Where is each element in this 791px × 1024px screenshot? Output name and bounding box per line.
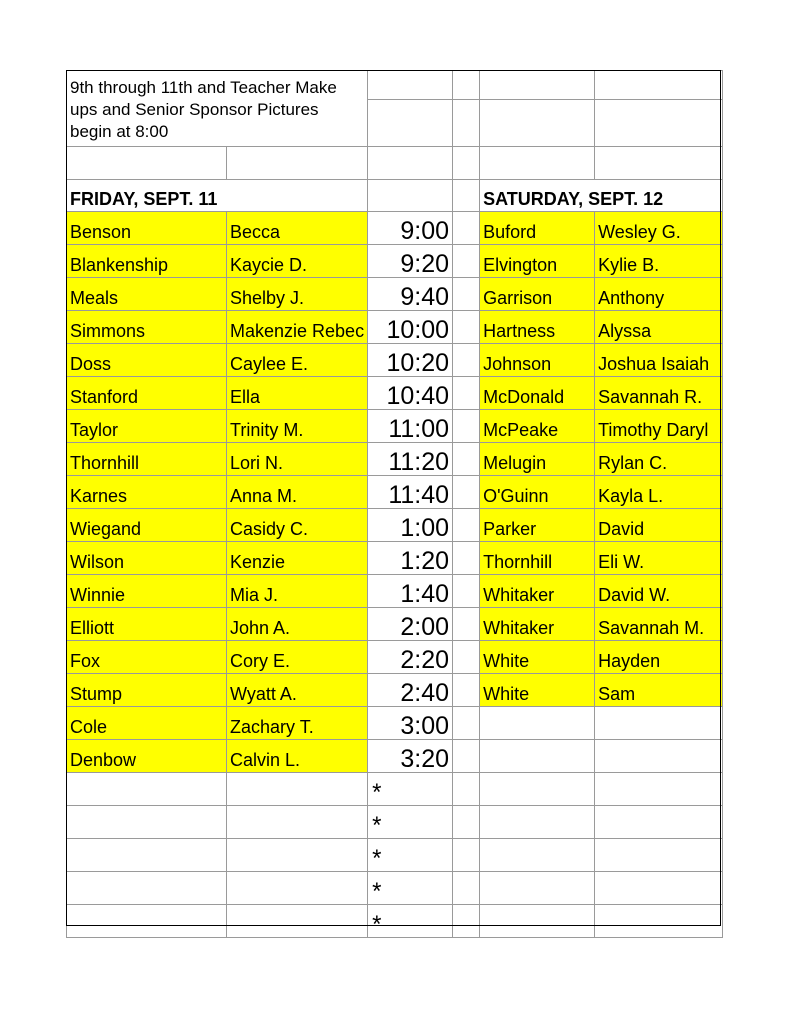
- empty-cell: [595, 839, 723, 872]
- empty-cell: [595, 905, 723, 938]
- saturday-first-name: Anthony: [595, 278, 723, 311]
- saturday-first-name: Rylan C.: [595, 443, 723, 476]
- saturday-last-name: Whitaker: [480, 608, 595, 641]
- saturday-last-name: Buford: [480, 212, 595, 245]
- table-row: [67, 245, 723, 278]
- placeholder-slot: *: [368, 839, 453, 872]
- empty-cell: [453, 707, 480, 740]
- saturday-first-name: [595, 740, 723, 773]
- time-slot: 3:00: [368, 707, 453, 740]
- time-slot: 1:20: [368, 542, 453, 575]
- table-row: [67, 311, 723, 344]
- saturday-last-name: [480, 740, 595, 773]
- saturday-first-name: Timothy Daryl: [595, 410, 723, 443]
- saturday-first-name: Hayden: [595, 641, 723, 674]
- empty-cell: [67, 147, 227, 180]
- empty-cell: [453, 476, 480, 509]
- empty-cell: [453, 212, 480, 245]
- empty-cell: [453, 100, 480, 147]
- friday-first-name: Wyatt A.: [227, 674, 368, 707]
- empty-cell: [453, 575, 480, 608]
- empty-cell: [453, 773, 480, 806]
- friday-last-name: Elliott: [67, 608, 227, 641]
- friday-first-name: Becca: [227, 212, 368, 245]
- empty-cell: [595, 147, 723, 180]
- empty-cell: [480, 71, 595, 100]
- table-row: [67, 278, 723, 311]
- time-slot: 10:20: [368, 344, 453, 377]
- empty-cell: [453, 509, 480, 542]
- empty-cell: [368, 71, 453, 100]
- table-row: [67, 905, 723, 938]
- time-slot: 3:20: [368, 740, 453, 773]
- friday-last-name: Fox: [67, 641, 227, 674]
- saturday-last-name: Parker: [480, 509, 595, 542]
- table-row: [67, 575, 723, 608]
- empty-cell: [227, 773, 368, 806]
- time-slot: 2:20: [368, 641, 453, 674]
- time-slot: 10:00: [368, 311, 453, 344]
- table-row: [67, 542, 723, 575]
- empty-cell: [227, 872, 368, 905]
- time-slot: 9:20: [368, 245, 453, 278]
- friday-last-name: Denbow: [67, 740, 227, 773]
- empty-cell: [227, 905, 368, 938]
- empty-cell: [67, 839, 227, 872]
- friday-last-name: Benson: [67, 212, 227, 245]
- empty-cell: [453, 839, 480, 872]
- schedule-table: [66, 70, 723, 938]
- table-row: [67, 476, 723, 509]
- friday-first-name: Ella: [227, 377, 368, 410]
- empty-cell: [453, 147, 480, 180]
- empty-cell: [453, 180, 480, 212]
- placeholder-slot: *: [368, 806, 453, 839]
- empty-cell: [595, 71, 723, 100]
- schedule-note: 9th through 11th and Teacher Make ups and Senior Sponsor Pictures begin at 8:00: [67, 71, 368, 147]
- friday-first-name: Calvin L.: [227, 740, 368, 773]
- empty-cell: [595, 872, 723, 905]
- table-row: [67, 641, 723, 674]
- empty-cell: [595, 806, 723, 839]
- saturday-first-name: David: [595, 509, 723, 542]
- friday-last-name: Cole: [67, 707, 227, 740]
- empty-cell: [368, 147, 453, 180]
- empty-cell: [453, 311, 480, 344]
- table-row: [67, 707, 723, 740]
- saturday-heading: SATURDAY, SEPT. 12: [480, 180, 723, 212]
- empty-cell: [480, 100, 595, 147]
- time-slot: 1:00: [368, 509, 453, 542]
- friday-last-name: Wiegand: [67, 509, 227, 542]
- friday-first-name: Shelby J.: [227, 278, 368, 311]
- friday-last-name: Stanford: [67, 377, 227, 410]
- table-row: [67, 872, 723, 905]
- saturday-last-name: O'Guinn: [480, 476, 595, 509]
- saturday-last-name: Whitaker: [480, 575, 595, 608]
- empty-cell: [480, 872, 595, 905]
- table-row: [67, 839, 723, 872]
- table-row: [67, 377, 723, 410]
- table-row: [67, 212, 723, 245]
- empty-cell: [67, 872, 227, 905]
- table-row: [67, 608, 723, 641]
- friday-first-name: Cory E.: [227, 641, 368, 674]
- empty-cell: [595, 773, 723, 806]
- friday-last-name: Stump: [67, 674, 227, 707]
- empty-cell: [480, 147, 595, 180]
- saturday-first-name: Kylie B.: [595, 245, 723, 278]
- saturday-last-name: Garrison: [480, 278, 595, 311]
- table-row: [67, 806, 723, 839]
- time-slot: 10:40: [368, 377, 453, 410]
- saturday-last-name: McPeake: [480, 410, 595, 443]
- friday-last-name: Winnie: [67, 575, 227, 608]
- saturday-last-name: White: [480, 674, 595, 707]
- empty-cell: [480, 905, 595, 938]
- saturday-first-name: [595, 707, 723, 740]
- friday-first-name: Anna M.: [227, 476, 368, 509]
- friday-first-name: Makenzie Rebec: [227, 311, 368, 344]
- empty-cell: [453, 806, 480, 839]
- empty-cell: [227, 806, 368, 839]
- table-row: [67, 773, 723, 806]
- empty-cell: [227, 839, 368, 872]
- time-slot: 9:40: [368, 278, 453, 311]
- saturday-last-name: McDonald: [480, 377, 595, 410]
- empty-cell: [453, 344, 480, 377]
- placeholder-slot: *: [368, 773, 453, 806]
- friday-last-name: Simmons: [67, 311, 227, 344]
- saturday-last-name: Thornhill: [480, 542, 595, 575]
- friday-first-name: Zachary T.: [227, 707, 368, 740]
- empty-cell: [480, 773, 595, 806]
- friday-first-name: Mia J.: [227, 575, 368, 608]
- time-slot: 11:40: [368, 476, 453, 509]
- saturday-last-name: Melugin: [480, 443, 595, 476]
- empty-cell: [453, 443, 480, 476]
- empty-cell: [453, 608, 480, 641]
- empty-cell: [453, 377, 480, 410]
- empty-cell: [453, 905, 480, 938]
- table-row: [67, 740, 723, 773]
- saturday-first-name: Alyssa: [595, 311, 723, 344]
- empty-cell: [67, 773, 227, 806]
- friday-first-name: John A.: [227, 608, 368, 641]
- friday-last-name: Wilson: [67, 542, 227, 575]
- empty-cell: [453, 245, 480, 278]
- saturday-first-name: Kayla L.: [595, 476, 723, 509]
- empty-cell: [67, 905, 227, 938]
- saturday-first-name: Joshua Isaiah: [595, 344, 723, 377]
- friday-first-name: Trinity M.: [227, 410, 368, 443]
- time-slot: 11:20: [368, 443, 453, 476]
- friday-last-name: Doss: [67, 344, 227, 377]
- empty-cell: [453, 542, 480, 575]
- time-slot: 1:40: [368, 575, 453, 608]
- saturday-first-name: Savannah R.: [595, 377, 723, 410]
- placeholder-slot: *: [368, 872, 453, 905]
- saturday-first-name: Savannah M.: [595, 608, 723, 641]
- placeholder-slot: *: [368, 905, 453, 938]
- friday-heading: FRIDAY, SEPT. 11: [67, 180, 368, 212]
- empty-cell: [453, 410, 480, 443]
- friday-last-name: Meals: [67, 278, 227, 311]
- time-slot: 11:00: [368, 410, 453, 443]
- friday-last-name: Karnes: [67, 476, 227, 509]
- friday-first-name: Casidy C.: [227, 509, 368, 542]
- time-slot: 2:00: [368, 608, 453, 641]
- empty-cell: [67, 806, 227, 839]
- time-slot: 2:40: [368, 674, 453, 707]
- empty-cell: [480, 806, 595, 839]
- friday-last-name: Blankenship: [67, 245, 227, 278]
- friday-first-name: Caylee E.: [227, 344, 368, 377]
- saturday-first-name: Eli W.: [595, 542, 723, 575]
- table-row: [67, 443, 723, 476]
- empty-cell: [453, 872, 480, 905]
- empty-cell: [227, 147, 368, 180]
- empty-cell: [368, 180, 453, 212]
- empty-cell: [480, 839, 595, 872]
- empty-cell: [453, 278, 480, 311]
- friday-first-name: Lori N.: [227, 443, 368, 476]
- saturday-first-name: David W.: [595, 575, 723, 608]
- empty-cell: [368, 100, 453, 147]
- table-row: [67, 509, 723, 542]
- empty-cell: [595, 100, 723, 147]
- time-slot: 9:00: [368, 212, 453, 245]
- empty-cell: [453, 740, 480, 773]
- table-row: [67, 674, 723, 707]
- friday-first-name: Kaycie D.: [227, 245, 368, 278]
- saturday-last-name: Elvington: [480, 245, 595, 278]
- saturday-first-name: Wesley G.: [595, 212, 723, 245]
- saturday-first-name: Sam: [595, 674, 723, 707]
- friday-last-name: Thornhill: [67, 443, 227, 476]
- saturday-last-name: [480, 707, 595, 740]
- empty-cell: [453, 641, 480, 674]
- empty-cell: [453, 674, 480, 707]
- table-row: [67, 344, 723, 377]
- friday-first-name: Kenzie: [227, 542, 368, 575]
- saturday-last-name: White: [480, 641, 595, 674]
- friday-last-name: Taylor: [67, 410, 227, 443]
- saturday-last-name: Johnson: [480, 344, 595, 377]
- saturday-last-name: Hartness: [480, 311, 595, 344]
- empty-cell: [453, 71, 480, 100]
- table-row: [67, 410, 723, 443]
